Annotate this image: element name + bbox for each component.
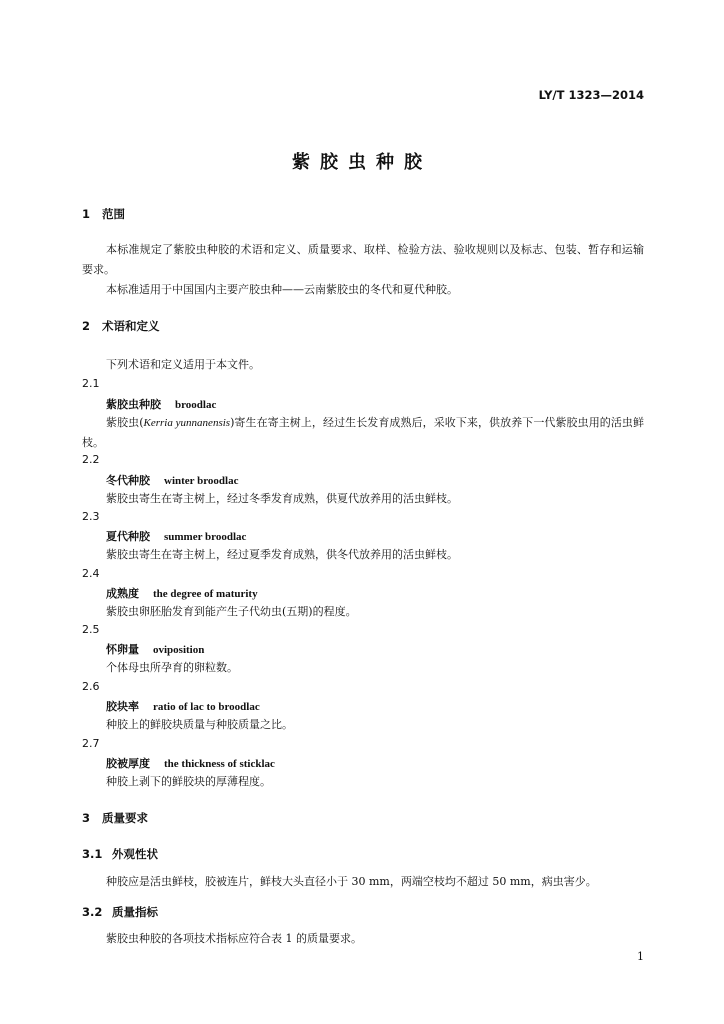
term-definition: 紫胶虫寄生在寄主树上，经过冬季发育成熟，供夏代放养用的活虫鲜枝。	[106, 492, 458, 505]
term-definition: 种胶上的鲜胶块质量与种胶质量之比。	[106, 718, 293, 731]
term-heading	[106, 396, 216, 412]
term-number: 2.3	[82, 510, 100, 523]
term-heading	[106, 641, 204, 657]
term-number: 2.2	[82, 453, 100, 466]
term-zh: 紫胶虫种胶	[106, 398, 161, 411]
term-definition: 紫胶虫卵胚胎发育到能产生子代幼虫(五期)的程度。	[106, 605, 357, 618]
term-heading	[106, 755, 275, 771]
term-en: the thickness of sticklac	[164, 758, 275, 770]
term-zh: 胶块率	[106, 700, 139, 713]
section-1-heading	[82, 206, 125, 222]
term-definition: 紫胶虫寄生在寄主树上，经过夏季发育成熟，供冬代放养用的活虫鲜枝。	[106, 548, 458, 561]
scope-paragraph-1: 本标准规定了紫胶虫种胶的术语和定义、质量要求、取样、检验方法、验收规则以及标志、包装、暂存和运输要求。	[82, 243, 644, 276]
section-2-heading	[82, 318, 160, 334]
term-heading	[106, 698, 260, 714]
section-title: 术语和定义	[102, 319, 160, 333]
latin-name: Kerria yunnanensis	[143, 417, 231, 429]
quality-index-paragraph: 紫胶虫种胶的各项技术指标应符合表 1 的质量要求。	[106, 932, 362, 945]
term-zh: 冬代种胶	[106, 474, 150, 487]
section-number: 1	[82, 207, 91, 221]
term-number: 2.7	[82, 737, 100, 750]
section-title: 质量要求	[102, 811, 148, 825]
subsection-number: 3.1	[82, 847, 103, 861]
term-number: 2.5	[82, 623, 100, 636]
term-zh: 胶被厚度	[106, 757, 150, 770]
subsection-title: 外观性状	[112, 847, 158, 861]
term-heading	[106, 585, 258, 601]
subsection-title: 质量指标	[112, 905, 158, 919]
section-title: 范围	[102, 207, 125, 221]
appearance-paragraph: 种胶应是活虫鲜枝，胶被连片，鲜枝大头直径小于 30 mm，两端空枝均不超过 50 mm，病虫害少。	[106, 875, 597, 888]
term-definition: 个体母虫所孕育的卵粒数。	[106, 661, 238, 674]
term-definition: 紫胶虫(Kerria yunnanensis)寄生在寄主树上，经过生长发育成熟后，采收下来，供放养下一代紫胶虫用的活虫鲜枝。	[82, 416, 644, 449]
subsection-3-1-heading	[82, 846, 158, 862]
standard-number: LY/T 1323—2014	[538, 88, 644, 102]
term-en: ratio of lac to broodlac	[153, 701, 260, 713]
term-heading	[106, 528, 246, 544]
term-en: summer broodlac	[164, 531, 247, 543]
term-heading	[106, 472, 238, 488]
terms-intro: 下列术语和定义适用于本文件。	[106, 358, 260, 371]
subsection-3-2-heading	[82, 904, 158, 920]
term-zh: 成熟度	[106, 587, 139, 600]
term-en: broodlac	[175, 399, 217, 411]
term-number: 2.6	[82, 680, 100, 693]
term-zh: 怀卵量	[106, 643, 139, 656]
term-number: 2.4	[82, 567, 100, 580]
term-en: winter broodlac	[164, 475, 239, 487]
section-3-heading	[82, 810, 148, 826]
section-number: 2	[82, 319, 91, 333]
term-number: 2.1	[82, 377, 100, 390]
scope-paragraph-2: 本标准适用于中国国内主要产胶虫种——云南紫胶虫的冬代和夏代种胶。	[106, 283, 458, 296]
section-number: 3	[82, 811, 91, 825]
term-zh: 夏代种胶	[106, 530, 150, 543]
page-number: 1	[637, 950, 644, 963]
term-definition: 种胶上剥下的鲜胶块的厚薄程度。	[106, 775, 271, 788]
term-en: oviposition	[153, 644, 205, 656]
term-en: the degree of maturity	[153, 588, 258, 600]
subsection-number: 3.2	[82, 905, 103, 919]
document-title: 紫胶虫种胶	[292, 152, 432, 173]
